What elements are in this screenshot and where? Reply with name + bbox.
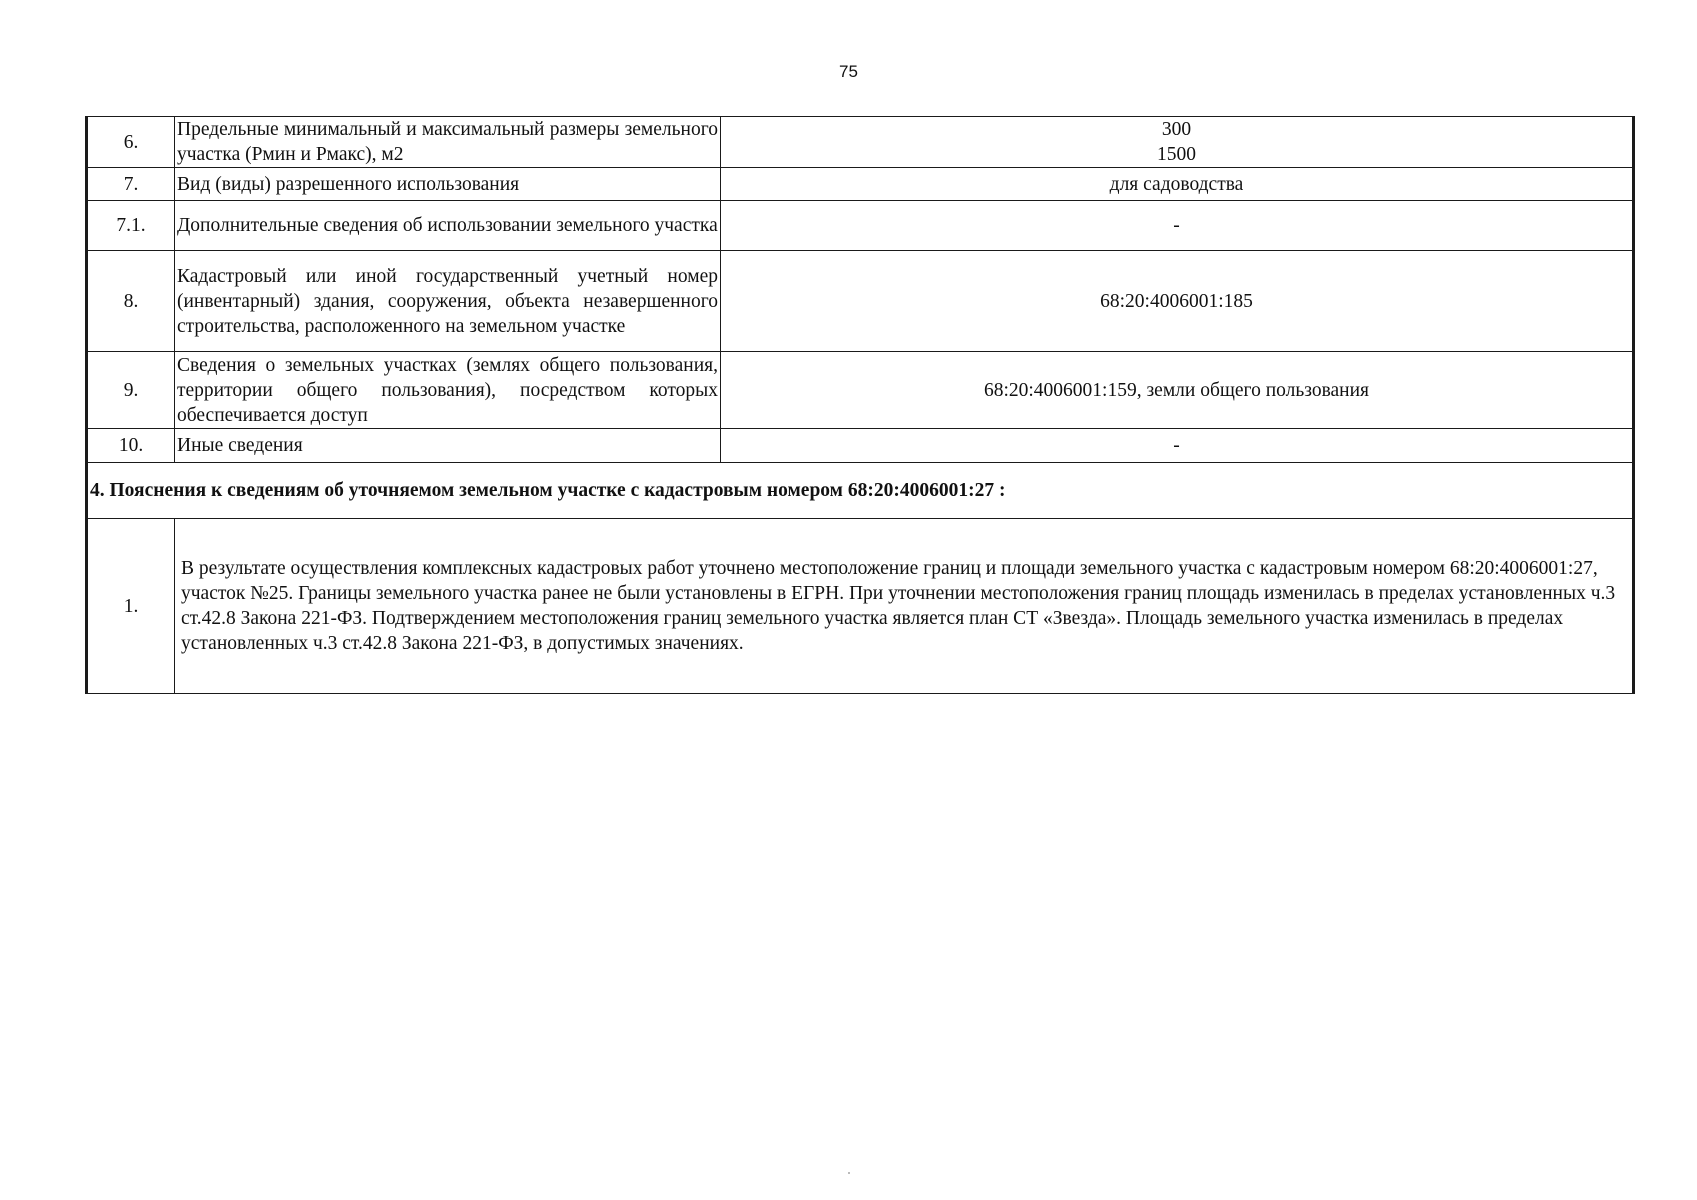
row-number: 9. (87, 352, 175, 429)
row-value-line: для садоводства (1109, 173, 1244, 195)
row-number: 10. (87, 429, 175, 463)
row-number: 7.1. (87, 201, 175, 251)
row-value-line: 68:20:4006001:185 (1100, 290, 1253, 312)
scan-speck (848, 1172, 850, 1174)
page-number: 75 (839, 62, 858, 81)
section-4-title: 4. Пояснения к сведениям об уточняемом земельном участке с кадастровым номером 68:20:4006001:27 : (87, 463, 1634, 519)
table-row (87, 168, 1634, 201)
row-value (721, 117, 1634, 168)
row-value (721, 201, 1634, 251)
explanation-text: В результате осуществления комплексных кадастровых работ уточнено местоположение границ и площади земельного участка с кадастровым номером 68:20:4006001:27, участок №25. Границы земельного участка ранее не были установлены в ЕГРН. При уточнении местоположения границ площадь изменилась в пределах установленных ч.3 ст.42.8 Закона 221-ФЗ. Подтверждением местоположения границ земельного участка является план СТ «Звезда». Площадь земельного участка изменилась в пределах установленных ч.3 ст.42.8 Закона 221-ФЗ, в допустимых значениях. (175, 519, 1634, 694)
row-label: Иные сведения (175, 429, 721, 463)
row-value-line: - (1173, 215, 1180, 236)
land-plot-info-table (85, 116, 1635, 694)
table-row (87, 117, 1634, 168)
row-number: 8. (87, 251, 175, 352)
table-row (87, 352, 1634, 429)
row-value-line: 300 (1161, 119, 1192, 140)
row-value (721, 168, 1634, 201)
row-label: Кадастровый или иной государственный учетный номер (инвентарный) здания, сооружения, объекта незавершенного строительства, расположенного на земельном участке (175, 251, 721, 352)
row-value (721, 429, 1634, 463)
table-row (87, 201, 1634, 251)
row-label: Предельные минимальный и максимальный размеры земельного участка (Рмин и Рмакс), м2 (175, 117, 721, 168)
row-value (721, 251, 1634, 352)
table-row (87, 519, 1634, 694)
table-row (87, 251, 1634, 352)
row-value-line: 68:20:4006001:159, земли общего пользования (983, 379, 1370, 401)
row-label: Вид (виды) разрешенного использования (175, 168, 721, 201)
row-value-line: 1500 (1157, 144, 1196, 165)
row-label: Дополнительные сведения об использовании земельного участка (175, 201, 721, 251)
row-value-line: - (1173, 435, 1180, 456)
table-row (87, 429, 1634, 463)
row-label: Сведения о земельных участках (землях общего пользования, территории общего пользования), посредством которых обеспечивается доступ (175, 352, 721, 429)
row-value (721, 352, 1634, 429)
row-number: 7. (87, 168, 175, 201)
explanation-number: 1. (87, 519, 175, 694)
row-number: 6. (87, 117, 175, 168)
section-heading-row (87, 463, 1634, 519)
